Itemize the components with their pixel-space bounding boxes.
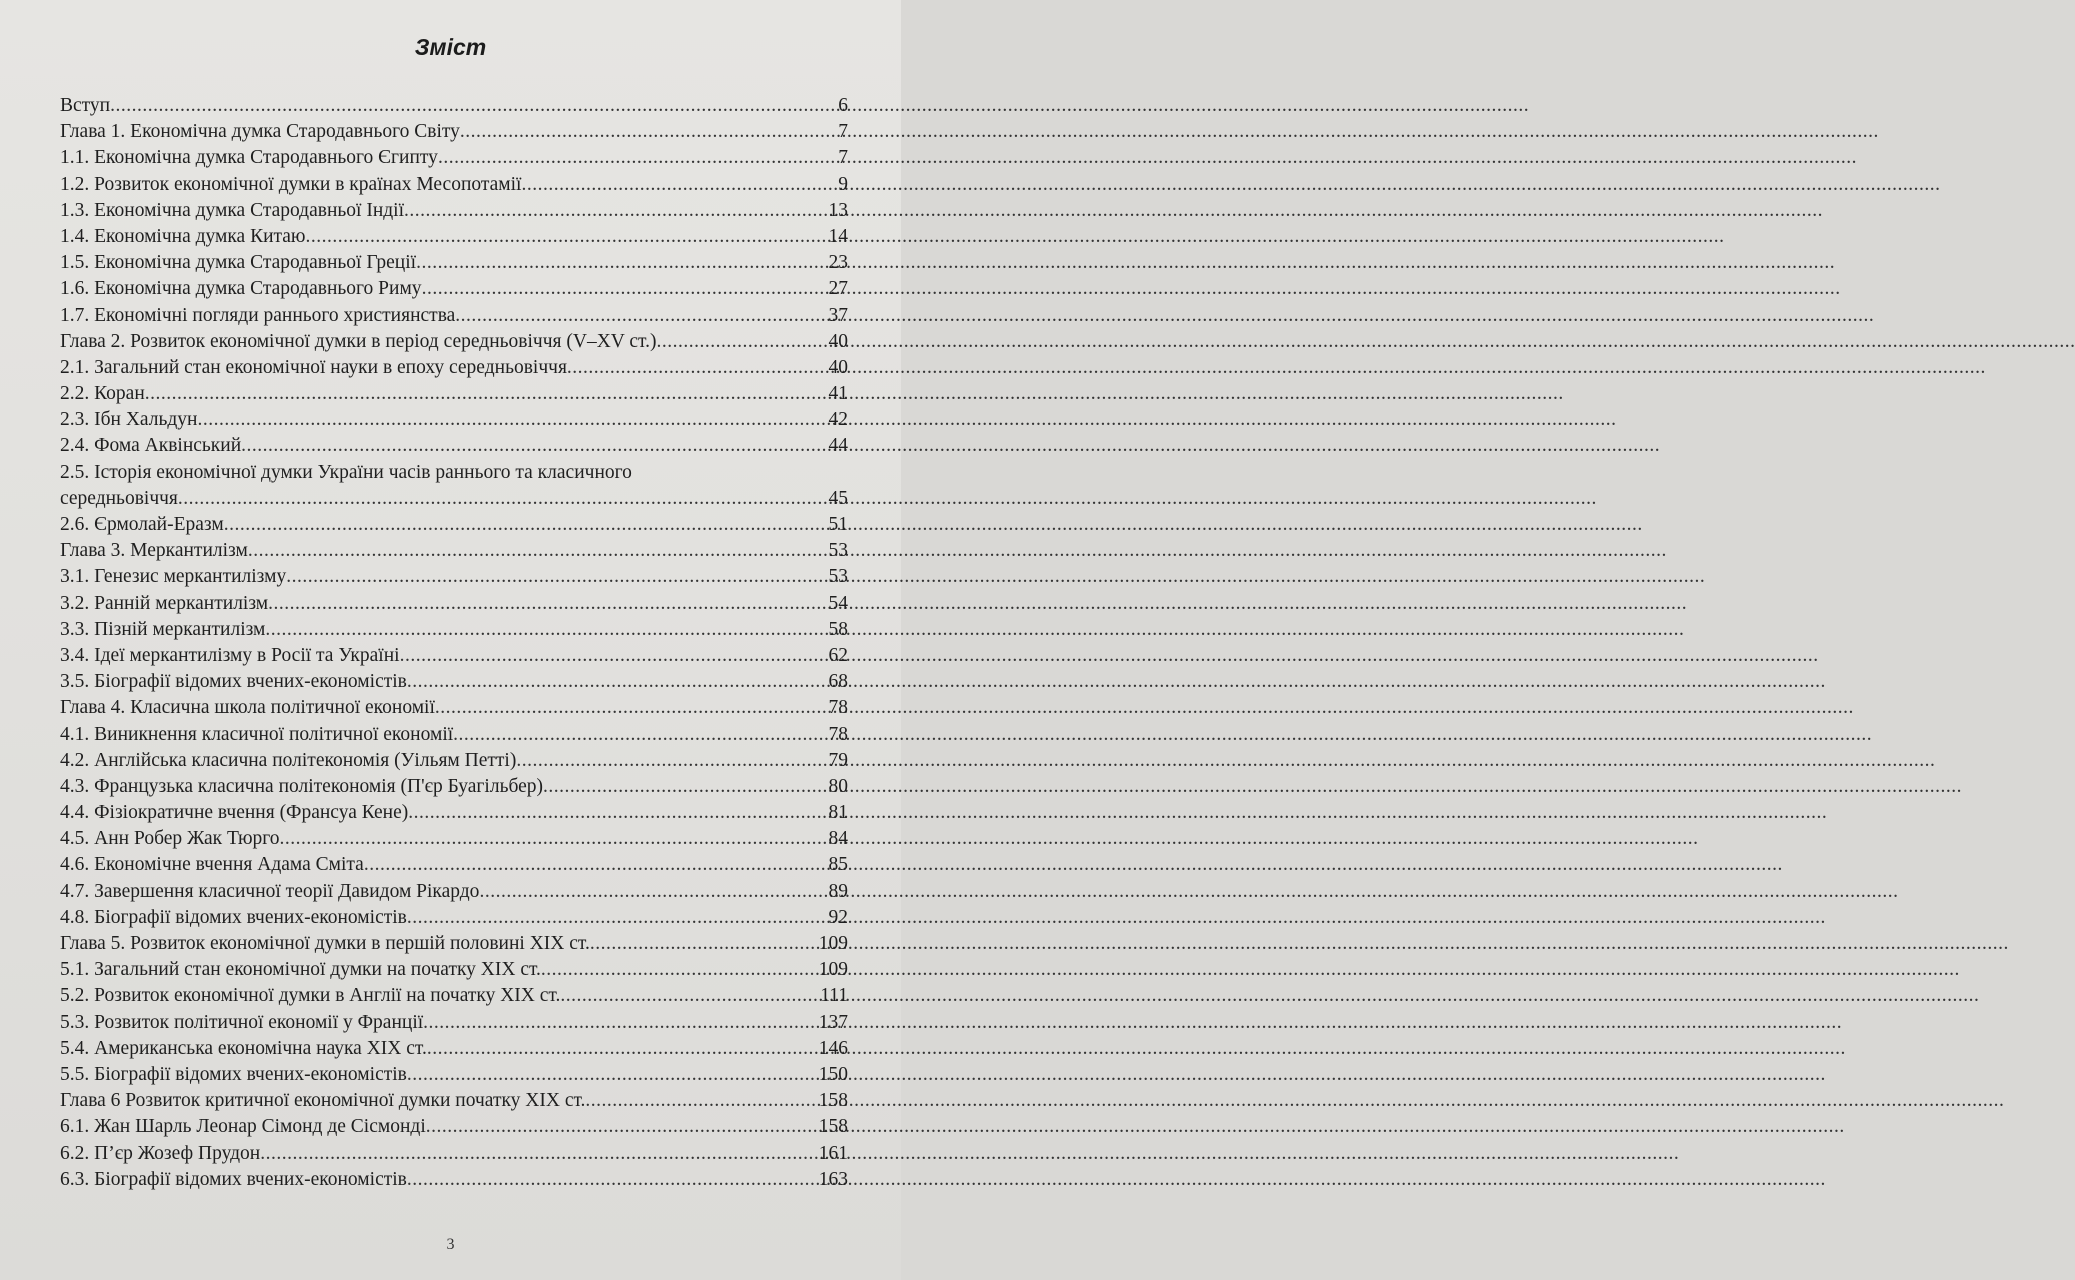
toc-entry-text: 2.5. Історія економічної думки України часів раннього та класичного — [60, 461, 632, 483]
toc-entry — [60, 1036, 848, 1062]
toc-page-number: 109 — [818, 959, 848, 981]
dot-leader — [423, 1010, 818, 1036]
dot-leader — [541, 957, 818, 983]
toc-entry-text: 1.1. Економічна думка Стародавнього Єгипту — [60, 147, 438, 169]
toc-entry — [60, 669, 848, 695]
toc-entry — [60, 198, 848, 224]
toc-page-number: 23 — [828, 252, 848, 274]
toc-page-number: 79 — [828, 749, 848, 771]
toc-entry — [60, 1062, 848, 1088]
toc-entry — [60, 617, 848, 643]
toc-entry-text: 1.2. Розвиток економічної думки в країнах Месопотамії — [60, 173, 522, 195]
table-of-contents — [60, 93, 848, 1193]
toc-page-number: 109 — [818, 933, 848, 954]
toc-entry — [60, 250, 848, 276]
toc-entry-text: Глава 2. Розвиток економічної думки в період середньовіччя (V–XV ст.) — [60, 330, 657, 352]
toc-entry-text: 5.2. Розвиток економічної думки в Англії на початку XIX ст. — [60, 985, 561, 1007]
toc-entry-text: Глава 3. Меркантилізм — [60, 540, 248, 562]
dot-leader — [407, 669, 828, 695]
dot-leader — [455, 303, 827, 329]
toc-page-number: 146 — [818, 1037, 848, 1059]
toc-page-number: 84 — [828, 828, 848, 850]
toc-page-number: 68 — [828, 671, 848, 693]
dot-leader — [260, 1141, 818, 1167]
toc-entry-text: 3.3. Пізній меркантилізм — [60, 618, 266, 640]
dot-leader — [516, 748, 827, 774]
toc-entry — [60, 643, 848, 669]
dot-leader — [241, 433, 827, 459]
dot-leader — [435, 695, 828, 721]
toc-page-number: 150 — [818, 1063, 848, 1085]
toc-entry — [60, 93, 848, 119]
toc-entry-text: 2.4. Фома Аквінський — [60, 435, 242, 457]
dot-leader — [416, 250, 827, 276]
toc-entry — [60, 826, 848, 852]
dot-leader — [585, 1088, 817, 1114]
toc-page-number: 163 — [818, 1168, 848, 1190]
toc-entry-text: 1.6. Економічна думка Стародавнього Риму — [60, 278, 422, 300]
toc-page-number: 6 — [838, 95, 848, 116]
toc-entry-text: 6.3. Біографії відомих вчених-економістів — [60, 1168, 407, 1190]
dot-leader — [427, 1036, 818, 1062]
dot-leader — [198, 407, 828, 433]
toc-page-number: 40 — [828, 356, 848, 378]
toc-entry-text: 3.2. Ранній меркантилізм — [60, 592, 269, 614]
dot-leader — [280, 826, 828, 852]
toc-entry — [60, 748, 848, 774]
toc-page-number: 53 — [828, 540, 848, 562]
dot-leader — [408, 800, 827, 826]
dot-leader — [265, 617, 827, 643]
toc-entry — [60, 1141, 848, 1167]
toc-page-number: 45 — [828, 487, 848, 509]
dot-leader — [460, 119, 837, 145]
toc-entry-text: 1.5. Економічна думка Стародавньої Греції — [60, 252, 417, 274]
toc-entry-text: 2.2. Коран — [60, 383, 145, 405]
toc-entry-text: 4.2. Англійська класична політекономія (Уільям Петті) — [60, 749, 517, 771]
toc-entry-text: 4.7. Завершення класичної теорії Давидом Рікардо — [60, 880, 480, 902]
toc-entry — [60, 695, 848, 721]
dot-leader — [364, 852, 828, 878]
dot-leader — [590, 931, 818, 957]
toc-entry — [60, 355, 848, 381]
toc-entry-text: 1.3. Економічна думка Стародавньої Індії — [60, 199, 405, 221]
toc-entry-text: 4.5. Анн Робер Жак Тюрго — [60, 828, 280, 850]
dot-leader — [438, 145, 837, 171]
toc-page-number: 111 — [820, 985, 848, 1007]
toc-entry-text: Глава 1. Економічна думка Стародавнього Світу — [60, 121, 460, 143]
toc-page-number: 81 — [828, 802, 848, 824]
dot-leader — [407, 905, 828, 931]
toc-entry-text: 4.8. Біографії відомих вчених-економістів — [60, 906, 407, 928]
toc-page-number: 137 — [818, 1011, 848, 1033]
toc-entry-text: Глава 4. Класична школа політичної економії — [60, 697, 435, 719]
toc-entry-text: 2.6. Єрмолай-Еразм — [60, 514, 224, 535]
dot-leader — [268, 591, 827, 617]
toc-page-number: 51 — [828, 514, 848, 535]
toc-entry — [60, 512, 848, 538]
toc-page-number: 54 — [828, 592, 848, 614]
toc-page-number: 158 — [818, 1090, 848, 1112]
dot-leader — [286, 564, 827, 590]
toc-page-number: 89 — [828, 880, 848, 902]
toc-entry — [60, 931, 848, 957]
dot-leader — [178, 486, 828, 512]
toc-entry — [60, 1114, 848, 1140]
dot-leader — [422, 276, 828, 302]
toc-page-number: 9 — [838, 173, 848, 195]
toc-entry-text: 6.2. П’єр Жозеф Прудон — [60, 1142, 261, 1164]
toc-page-number: 161 — [818, 1142, 848, 1164]
dot-leader — [560, 983, 819, 1009]
toc-entry-text: 2.1. Загальний стан економічної науки в епоху середньовіччя — [60, 356, 567, 378]
toc-entry — [60, 852, 848, 878]
page-title: Зміст — [414, 34, 487, 60]
toc-page-number: 58 — [828, 618, 848, 640]
toc-page-number: 37 — [828, 304, 848, 326]
page-number: 3 — [446, 1236, 455, 1253]
dot-leader — [453, 722, 827, 748]
toc-page-number: 78 — [828, 723, 848, 745]
toc-entry — [60, 329, 848, 355]
toc-entry — [60, 774, 848, 800]
toc-entry — [60, 957, 848, 983]
toc-entry — [60, 800, 848, 826]
toc-page-number: 7 — [838, 121, 848, 143]
dot-leader — [400, 643, 828, 669]
toc-page-number: 13 — [828, 199, 848, 221]
toc-entry — [60, 1088, 848, 1114]
dot-leader — [426, 1114, 818, 1140]
toc-entry-text: 4.4. Фізіократичне вчення (Франсуа Кене) — [60, 802, 409, 824]
toc-entry-text: 5.3. Розвиток політичної економії у Франції — [60, 1011, 424, 1033]
toc-entry-text: Вступ — [60, 95, 111, 116]
toc-entry — [60, 905, 848, 931]
dot-leader — [656, 329, 827, 355]
dot-leader — [306, 224, 828, 250]
toc-entry-text: середньовіччя — [60, 487, 178, 509]
toc-page-number: 27 — [828, 278, 848, 300]
toc-entry-text: 4.3. Французька класична політекономія (П'єр Буагільбер) — [60, 775, 544, 797]
toc-page-number: 44 — [828, 435, 848, 457]
toc-page-number: 53 — [828, 566, 848, 588]
dot-leader — [543, 774, 827, 800]
toc-entry — [60, 1010, 848, 1036]
toc-entry — [60, 591, 848, 617]
toc-entry — [60, 538, 848, 564]
toc-entry — [60, 983, 848, 1009]
dot-leader — [567, 355, 828, 381]
toc-entry-text: Глава 5. Розвиток економічної думки в першій половині XIX ст. — [60, 933, 590, 954]
toc-entry — [60, 276, 848, 302]
toc-page-number: 14 — [828, 225, 848, 247]
toc-page-number: 41 — [828, 383, 848, 405]
toc-entry — [60, 145, 848, 171]
dot-leader — [110, 93, 837, 119]
toc-entry — [60, 564, 848, 590]
toc-entry-text: 5.4. Американська економічна наука XIX ст. — [60, 1037, 427, 1059]
dot-leader — [479, 879, 827, 905]
toc-entry-text: 3.1. Генезис меркантилізму — [60, 566, 287, 588]
toc-entry — [60, 722, 848, 748]
toc-page-number: 78 — [828, 697, 848, 719]
toc-page-number: 80 — [828, 775, 848, 797]
dot-leader — [145, 381, 828, 407]
toc-entry — [60, 381, 848, 407]
toc-entry-text: 5.5. Біографії відомих вчених-економістів — [60, 1063, 407, 1085]
toc-page-number: 7 — [838, 147, 848, 169]
toc-page-number: 62 — [828, 644, 848, 666]
toc-entry — [60, 224, 848, 250]
toc-entry-text: 1.4. Економічна думка Китаю — [60, 225, 306, 247]
book-page — [0, 0, 901, 1280]
dot-leader — [407, 1167, 818, 1193]
dot-leader — [521, 172, 837, 198]
toc-entry-text: 6.1. Жан Шарль Леонар Сімонд де Сісмонді — [60, 1116, 426, 1138]
toc-entry-text: 3.5. Біографії відомих вчених-економістів — [60, 671, 407, 693]
toc-entry — [60, 879, 848, 905]
toc-entry — [60, 433, 848, 459]
toc-entry-text: 4.1. Виникнення класичної політичної економії — [60, 723, 454, 745]
toc-entry — [60, 119, 848, 145]
toc-entry — [60, 407, 848, 433]
toc-entry-text: 3.4. Ідеї меркантилізму в Росії та Україні — [60, 644, 400, 666]
toc-entry — [60, 486, 848, 512]
toc-entry — [60, 1167, 848, 1193]
dot-leader — [404, 198, 827, 224]
dot-leader — [407, 1062, 818, 1088]
toc-page-number: 92 — [828, 906, 848, 928]
dot-leader — [248, 538, 828, 564]
toc-page-number: 42 — [828, 409, 848, 431]
toc-entry-text: 1.7. Економічні погляди раннього християнства — [60, 304, 456, 326]
toc-entry-text: 2.3. Ібн Хальдун — [60, 409, 198, 431]
dot-leader — [224, 512, 828, 538]
toc-entry-text: Глава 6 Розвиток критичної економічної думки початку XIX ст. — [60, 1090, 586, 1112]
toc-entry-text: 4.6. Економічне вчення Адама Сміта — [60, 854, 364, 876]
toc-page-number: 158 — [818, 1116, 848, 1138]
toc-page-number: 40 — [828, 330, 848, 352]
toc-entry-text: 5.1. Загальний стан економічної думки на початку XIX ст. — [60, 959, 541, 981]
toc-page-number: 85 — [828, 854, 848, 876]
toc-entry — [60, 172, 848, 198]
toc-entry — [60, 303, 848, 329]
